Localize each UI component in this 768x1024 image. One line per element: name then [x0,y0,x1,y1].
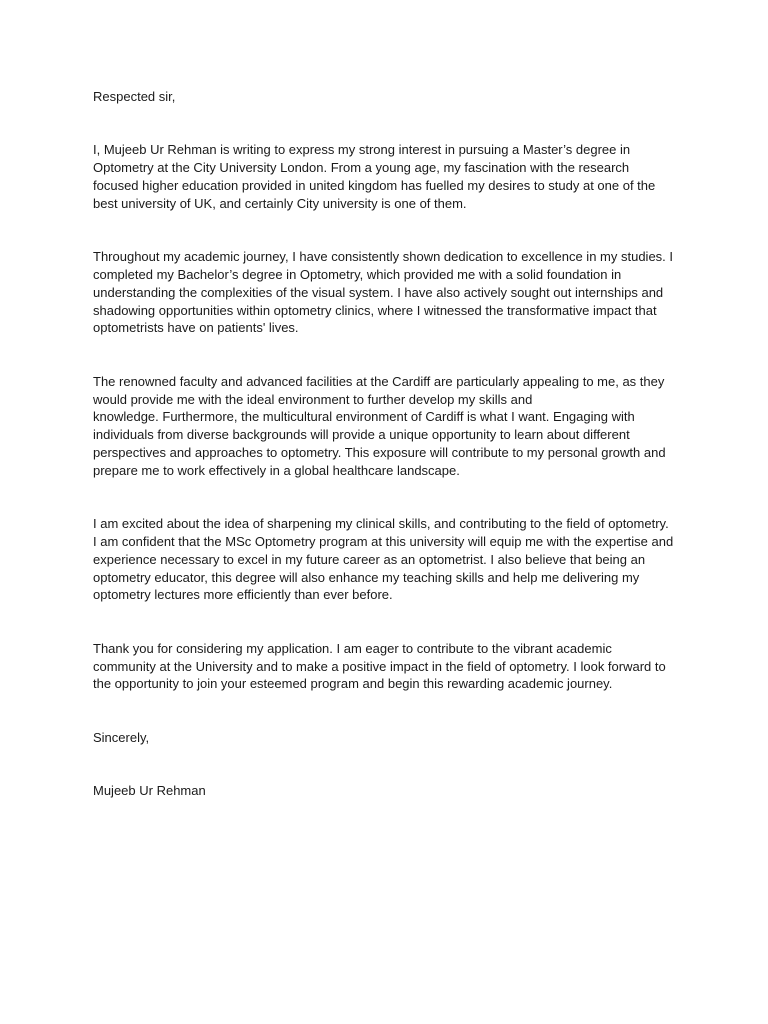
letter-body [93,88,675,800]
paragraph-faculty-facilities-line-2: knowledge. Furthermore, the multicultural environment of Cardiff is what I want. Engaging with individuals from diverse backgrounds will provide a unique opportunity to learn about different perspectives and approaches to optometry. This exposure will contribute to my personal growth and prepare me to work effectively in a global healthcare landscape. [93,409,666,478]
signature: Mujeeb Ur Rehman [93,783,206,799]
paragraph-faculty-facilities [93,373,675,480]
closing: Sincerely, [93,729,150,745]
paragraph-intro: I, Mujeeb Ur Rehman is writing to express my strong interest in pursuing a Master’s degree in Optometry at the City University London. From a young age, my fascination with the research focused higher education provided in united kingdom has fuelled my desires to study at one of the best university of UK, and certainly City university is one of them. [93,142,656,211]
paragraph-clinical-skills: I am excited about the idea of sharpening my clinical skills, and contributing to the field of optometry. I am confident that the MSc Optometry program at this university will equip me with the expertise and experience necessary to excel in my future career as an optometrist. I also believe that being an optometry educator, this degree will also enhance my teaching skills and help me delivering my optometry lectures more efficiently than ever before. [93,516,674,603]
paragraph-thank-you: Thank you for considering my application. I am eager to contribute to the vibrant academic community at the University and to make a positive impact in the field of optometry. I look forward to the opportunity to join your esteemed program and begin this rewarding academic journey. [93,640,666,692]
greeting: Respected sir, [93,89,176,104]
paragraph-faculty-facilities-line-1: The renowned faculty and advanced facilities at the Cardiff are particularly appealing to me, as they would provide me with the ideal environment to further develop my skills and [93,373,665,407]
paragraph-academic-journey: Throughout my academic journey, I have consistently shown dedication to excellence in my studies. I completed my Bachelor’s degree in Optometry, which provided me with a solid foundation in understanding the complexities of the visual system. I have also actively sought out internships and shadowing opportunities within optometry clinics, where I witnessed the transformative impact that optometrists have on patients' lives. [93,249,674,336]
